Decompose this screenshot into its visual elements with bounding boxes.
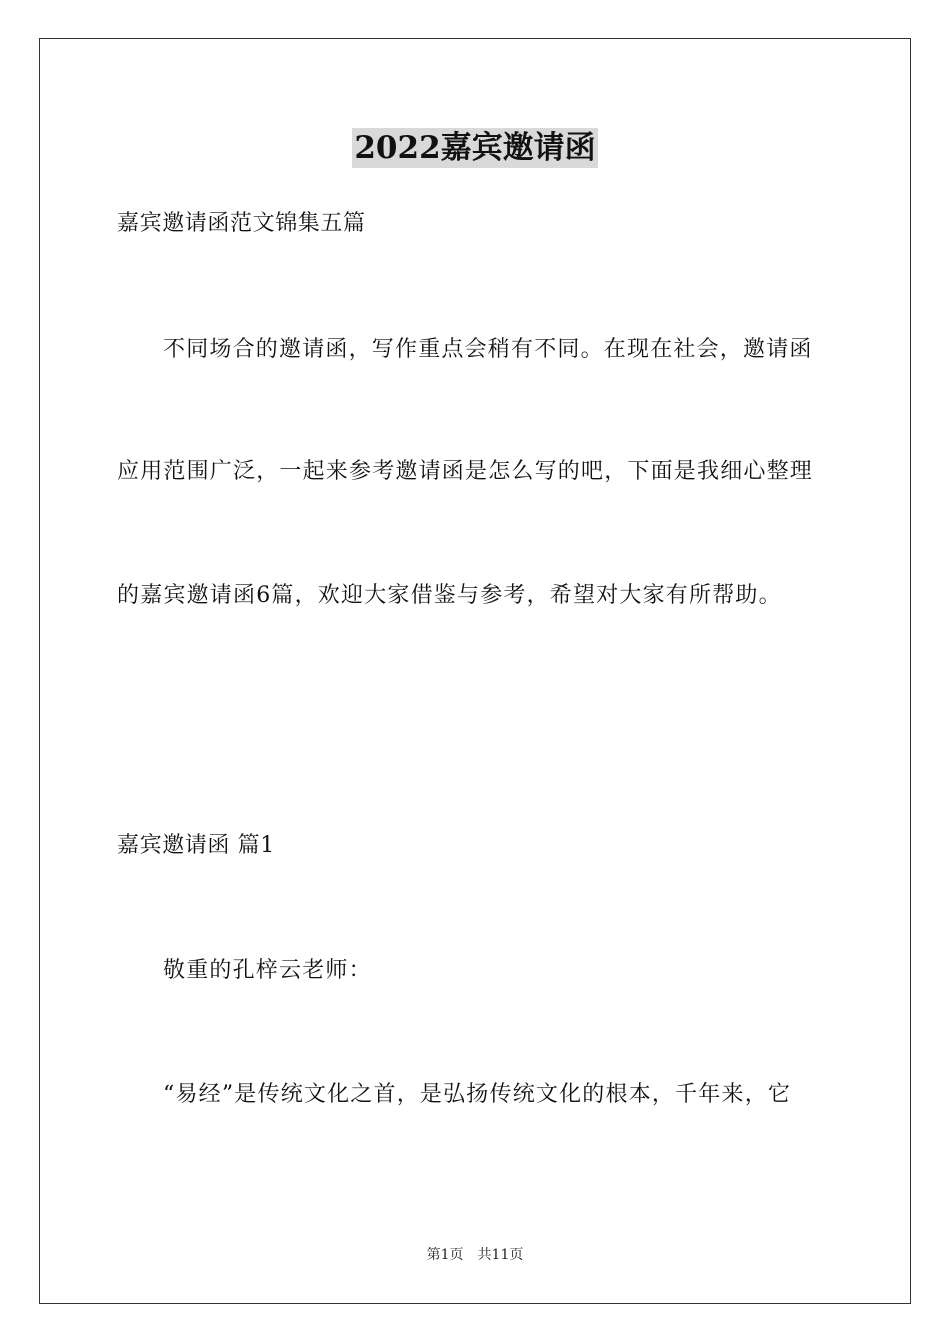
salutation: 敬重的孔梓云老师： [163, 958, 372, 983]
section-heading: 嘉宾邀请函 篇1 [117, 833, 275, 858]
page-footer: 第1页 共11页 [426, 1247, 524, 1263]
intro-paragraph-line: 的嘉宾邀请函6篇，欢迎大家借鉴与参考，希望对大家有所帮助。 [117, 583, 782, 608]
document-title: 2022嘉宾邀请函 [354, 130, 596, 166]
title-container [0, 128, 950, 168]
intro-paragraph-line: 不同场合的邀请函，写作重点会稍有不同。在现在社会，邀请函 [163, 337, 813, 362]
document-subtitle: 嘉宾邀请函范文锦集五篇 [117, 211, 366, 236]
body-paragraph-line: “易经”是传统文化之首，是弘扬传统文化的根本，千年来，它 [163, 1082, 792, 1107]
intro-paragraph-line: 应用范围广泛，一起来参考邀请函是怎么写的吧，下面是我细心整理 [117, 459, 814, 484]
